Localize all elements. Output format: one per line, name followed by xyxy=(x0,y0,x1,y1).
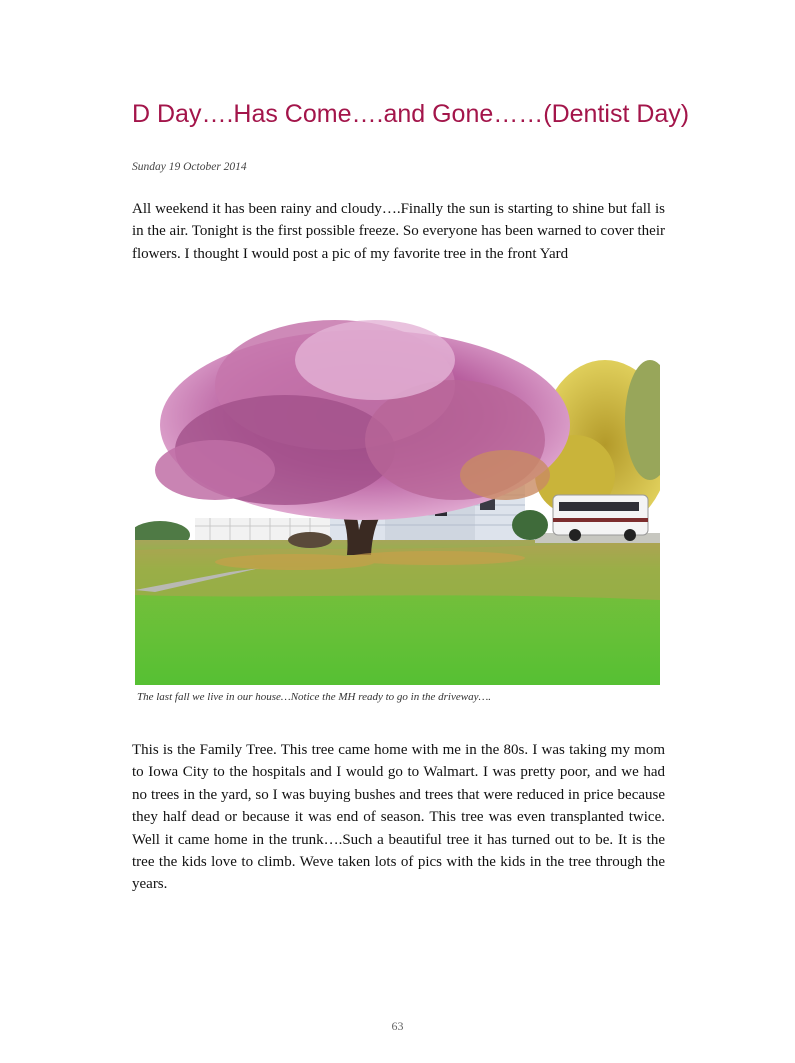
page-number: 63 xyxy=(391,1019,404,1033)
family-tree-photo xyxy=(135,300,660,685)
post-paragraph-1: All weekend it has been rainy and cloudy….Finally the sun is starting to shine but fall is in the air. Tonight is the first possible freeze. So everyone has been warned to cover their flowers. I thought I would post a pic of my favorite tree in the front Yard xyxy=(132,201,665,262)
photo-caption: The last fall we live in our house…Notice the MH ready to go in the driveway…. xyxy=(137,691,491,703)
post-paragraph-2: This is the Family Tree. This tree came home with me in the 80s. I was taking my mom to Iowa City to the hospitals and I would go to Walmart. I was pretty poor, and we had no trees in the yard, so I was buying bushes and trees that were reduced in price because they half dead or because it was end of season. This tree was even transplanted twice. Well it came home in the trunk….Such a beautiful tree it has turned out to be. It is the tree the kids love to climb. Weve taken lots of pics with the kids in the tree through the years. xyxy=(132,742,665,893)
post-date: Sunday 19 October 2014 xyxy=(132,161,247,173)
post-title: D Day….Has Come….and Gone……(Dentist Day) xyxy=(132,100,690,128)
